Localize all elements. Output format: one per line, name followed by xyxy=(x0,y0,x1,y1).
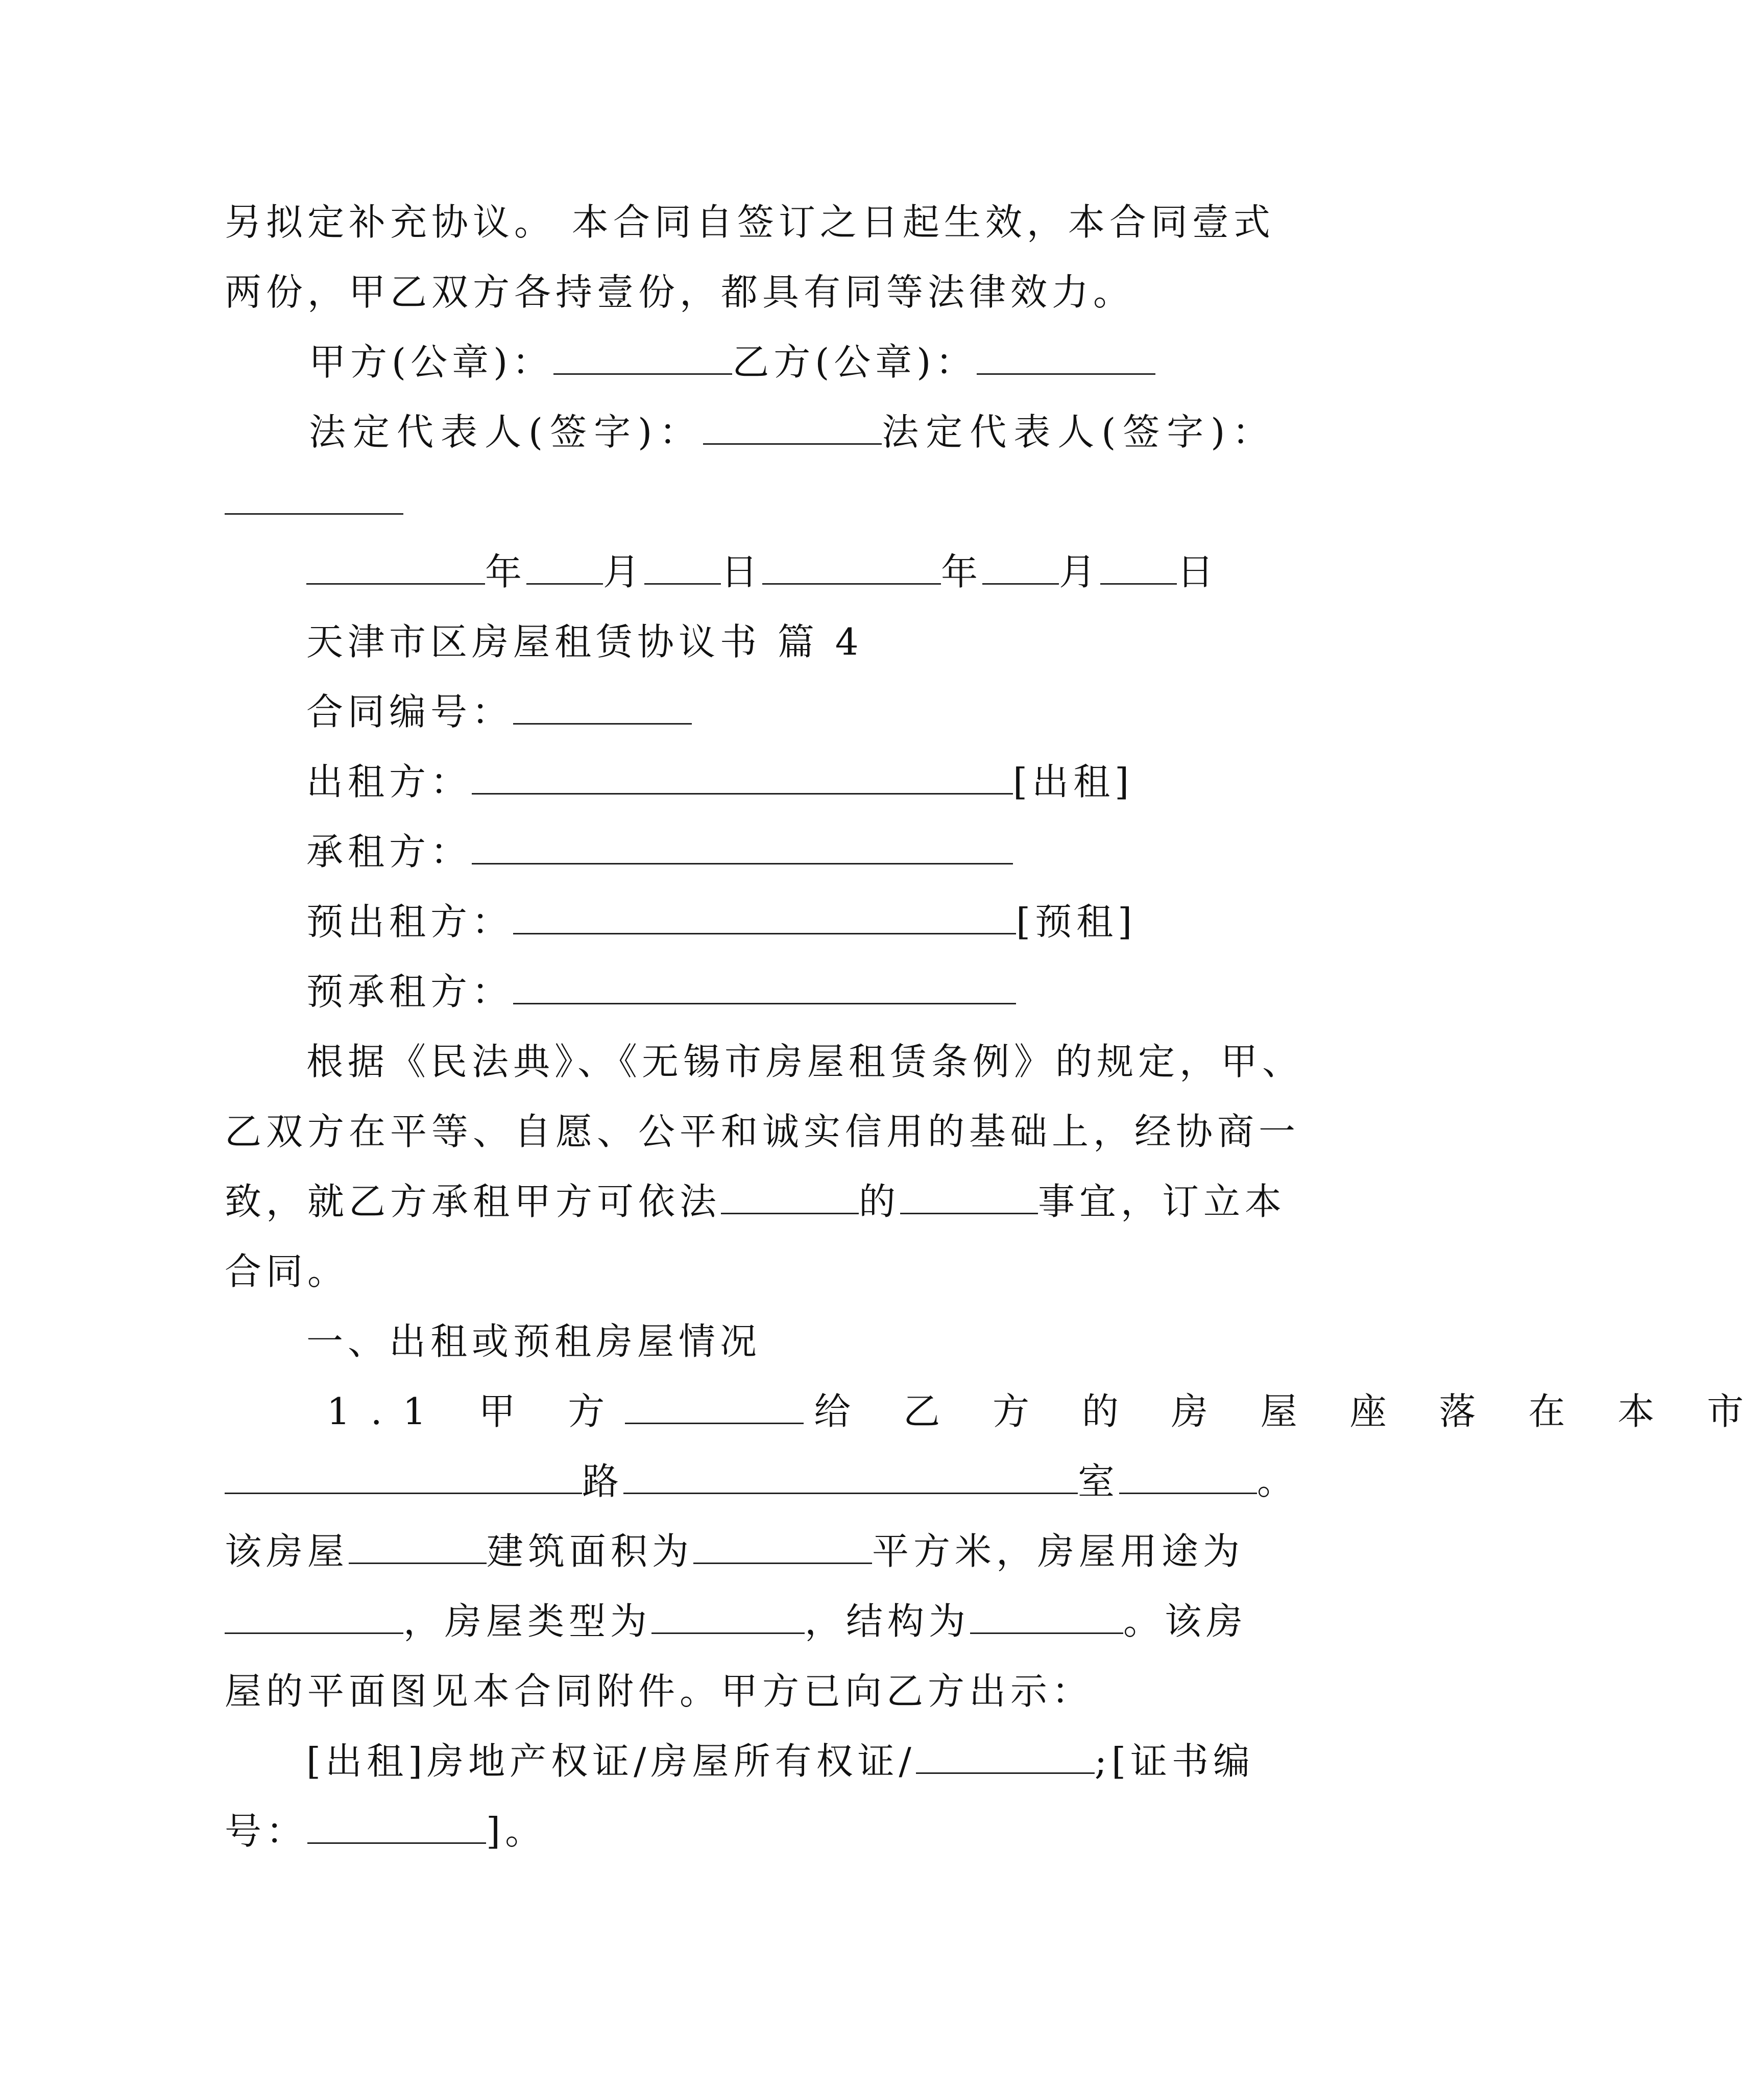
c2-blank-b xyxy=(623,1459,1078,1494)
pre-lessor-line xyxy=(306,896,1137,947)
c2-blank-a xyxy=(225,1459,582,1494)
p3-text-c: 事宜，订立本 xyxy=(1038,1180,1287,1223)
c7-text-b: ]。 xyxy=(486,1810,547,1853)
c2-text-c: 。 xyxy=(1257,1460,1299,1503)
lessor-tag: [出租] xyxy=(1013,760,1134,803)
p3-blank-a xyxy=(721,1179,859,1214)
c7-blank xyxy=(307,1809,486,1844)
date-a-month-label: 月 xyxy=(603,550,645,593)
pre-lessee-blank xyxy=(513,969,1016,1004)
date-b-month-blank xyxy=(982,549,1059,585)
c6-text-a: [出租]房地产权证/房屋所有权证/ xyxy=(306,1740,916,1783)
p3-blank-b xyxy=(900,1179,1038,1214)
date-a-day-blank xyxy=(644,549,721,585)
c2-blank-c xyxy=(1119,1459,1257,1494)
party-a-seal-label: 甲方(公章)： xyxy=(309,341,554,383)
text-line-2: 两份，甲乙双方各持壹份，都具有同等法律效力。 xyxy=(225,271,1135,314)
c6-blank xyxy=(916,1739,1095,1774)
c1-blank xyxy=(625,1389,804,1424)
section-heading-1: 一、出租或预租房屋情况 xyxy=(306,1320,762,1363)
clause-1-1-line-7 xyxy=(225,1806,546,1857)
c4-text-b: ，结构为 xyxy=(805,1600,971,1643)
text-line-1: 另拟定补充协议。 本合同自签订之日起生效，本合同壹式 xyxy=(225,201,1275,244)
lessor-line xyxy=(306,756,1133,807)
c3-blank-b xyxy=(693,1529,872,1564)
party-a-rep-label: 法定代表人(签字)： xyxy=(309,411,704,453)
date-a-year-blank xyxy=(306,549,485,585)
clause-1-1-line-6 xyxy=(306,1736,1254,1787)
lessee-line xyxy=(306,826,1013,877)
paragraph-line-1: 根据《民法典》、《无锡市房屋租赁条例》的规定，甲、 xyxy=(306,1040,1304,1083)
paragraph-line-4: 合同。 xyxy=(225,1250,349,1293)
pre-lessee-label: 预承租方： xyxy=(306,970,514,1013)
party-a-seal-line xyxy=(309,337,1155,388)
date-line xyxy=(306,546,1218,597)
section-title: 天津市区房屋租赁协议书 篇 4 xyxy=(306,620,863,663)
c2-text-a: 路 xyxy=(582,1460,624,1503)
date-b-day-label: 日 xyxy=(1177,550,1219,593)
party-a-rep-blank xyxy=(703,410,882,445)
c3-text-b: 建筑面积为 xyxy=(487,1530,694,1573)
contract-number-line xyxy=(306,686,692,737)
pre-lessor-label: 预出租方： xyxy=(306,900,514,943)
c1-text-b: 给 乙 方 的 房 屋 座 落 在 本 市 xyxy=(814,1390,1764,1433)
contract-number-blank xyxy=(513,689,692,725)
lessee-blank xyxy=(472,829,1013,864)
clause-1-1-line-4 xyxy=(225,1596,1247,1647)
paragraph-line-3 xyxy=(225,1176,1286,1227)
clause-1-1-line-3 xyxy=(225,1526,1244,1577)
party-a-seal-blank xyxy=(553,340,732,375)
party-b-rep-blank-line xyxy=(225,476,403,527)
lessor-label: 出租方： xyxy=(306,760,472,803)
c4-blank-b xyxy=(651,1599,805,1634)
party-b-rep-label: 法定代表人(签字)： xyxy=(882,411,1276,453)
c4-blank-c xyxy=(970,1599,1123,1634)
date-a-day-label: 日 xyxy=(721,550,763,593)
clause-1-1-line-5: 屋的平面图见本合同附件。甲方已向乙方出示： xyxy=(225,1670,1094,1713)
c7-text-a: 号： xyxy=(225,1810,308,1853)
lessee-label: 承租方： xyxy=(306,830,472,873)
party-b-seal-blank xyxy=(977,340,1155,375)
c4-text-c: 。该房 xyxy=(1123,1600,1248,1643)
date-a-year-label: 年 xyxy=(485,550,527,593)
c1-text-a: 1.1 甲 方 xyxy=(327,1390,625,1433)
lessor-blank xyxy=(472,759,1013,795)
party-b-seal-label: 乙方(公章)： xyxy=(732,341,977,383)
c3-blank-a xyxy=(349,1529,487,1564)
c4-blank-a xyxy=(225,1599,403,1634)
date-b-year-blank xyxy=(762,549,941,585)
c4-text-a: ，房屋类型为 xyxy=(403,1600,652,1643)
date-a-month-blank xyxy=(526,549,603,585)
pre-lessor-tag: [预租] xyxy=(1016,900,1137,943)
p3-text-a: 致，就乙方承租甲方可依法 xyxy=(225,1180,721,1223)
c3-text-c: 平方米，房屋用途为 xyxy=(872,1530,1245,1573)
pre-lessee-line xyxy=(306,966,1016,1017)
clause-1-1-line-2 xyxy=(225,1456,1298,1507)
p3-text-b: 的 xyxy=(859,1180,901,1223)
c3-text-a: 该房屋 xyxy=(225,1530,349,1573)
legal-rep-line xyxy=(309,406,1276,458)
party-b-rep-blank xyxy=(225,479,403,515)
c6-text-b: ;[证书编 xyxy=(1094,1740,1255,1783)
date-b-month-label: 月 xyxy=(1059,550,1101,593)
clause-1-1-line-1 xyxy=(327,1386,1764,1437)
c2-text-b: 室 xyxy=(1078,1460,1120,1503)
contract-number-label: 合同编号： xyxy=(306,690,514,733)
date-b-day-blank xyxy=(1100,549,1177,585)
paragraph-line-2: 乙双方在平等、自愿、公平和诚实信用的基础上，经协商一 xyxy=(225,1110,1300,1153)
date-b-year-label: 年 xyxy=(941,550,983,593)
pre-lessor-blank xyxy=(513,899,1016,934)
